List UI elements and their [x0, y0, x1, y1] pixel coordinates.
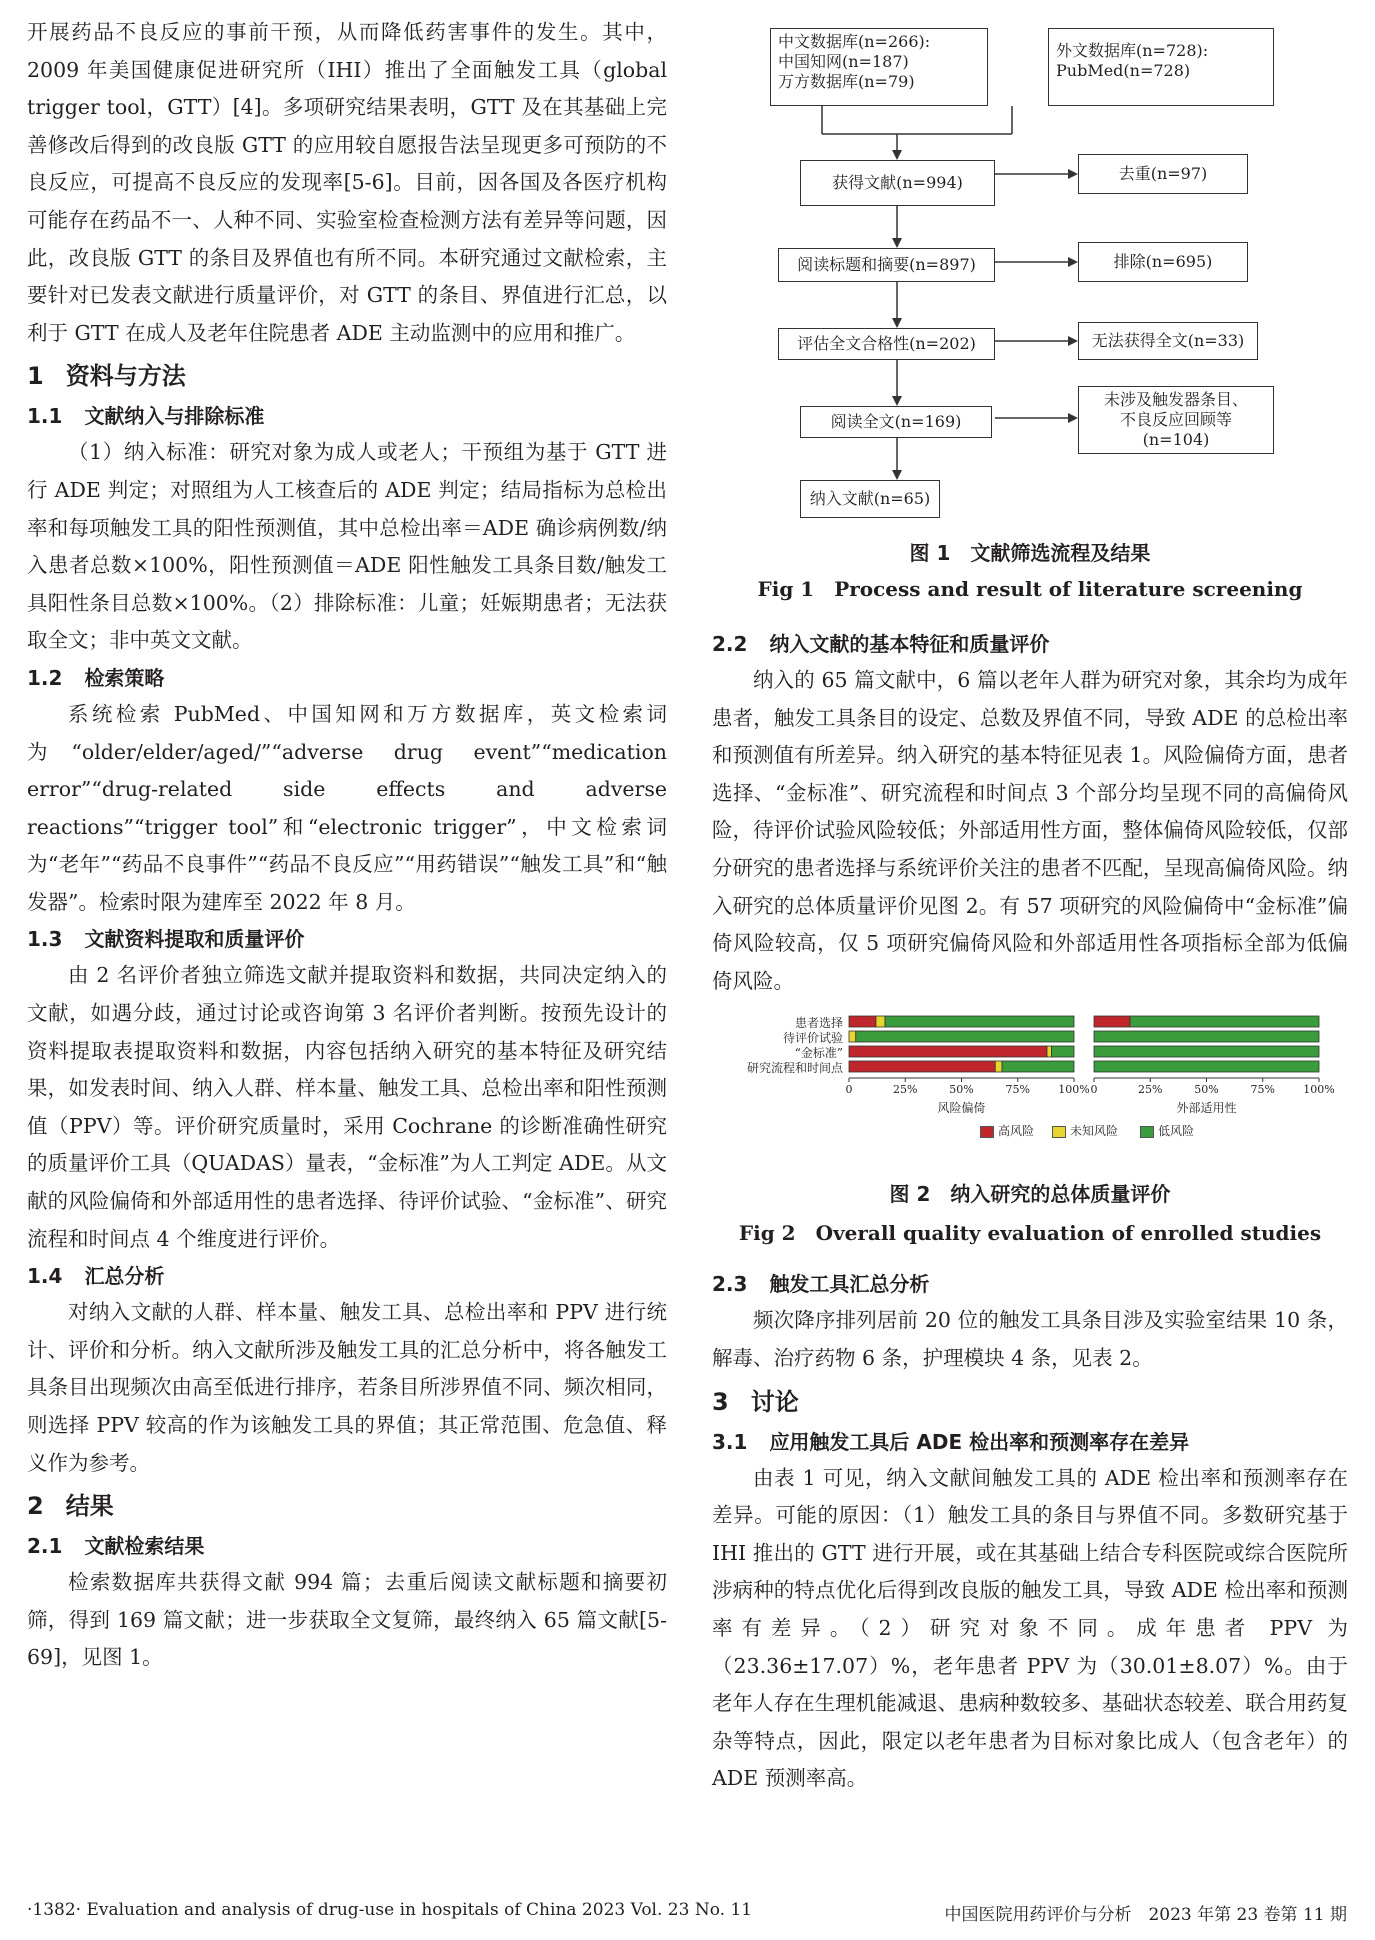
- section-number: 1.4: [27, 1264, 63, 1289]
- paragraph-2-3: 频次降序排列居前 20 位的触发工具条目涉及实验室结果 10 条，解毒、治疗药物 6 条，护理模块 4 条，见表 2。: [712, 1308, 1348, 1370]
- bar-segment: [1094, 1016, 1130, 1027]
- figure-caption-english: Fig 2 Overall quality evaluation of enrolled studies: [738, 1221, 1322, 1246]
- bar-segment: [876, 1016, 885, 1027]
- right-column: [712, 14, 1348, 1798]
- section-title: 文献检索结果: [84, 1534, 205, 1559]
- section-title: 资料与方法: [65, 362, 186, 391]
- legend-swatch: [980, 1126, 994, 1138]
- bar-segment: [1047, 1046, 1052, 1057]
- bar-segment: [1052, 1046, 1075, 1057]
- legend-label: 高风险: [998, 1124, 1035, 1139]
- flowchart-figure: [712, 14, 1348, 524]
- bar-segment: [849, 1061, 995, 1072]
- foreign-database-box: [1048, 28, 1274, 106]
- paragraph-3-1: 由表 1 可见，纳入文献间触发工具的 ADE 检出率和预测率存在差异。可能的原因：（1）触发工具的条目与界值不同。多数研究基于 IHI 推出的 GTT 进行开展，或在其基础上结合专科医院或综合医院所涉病种的特点优化后得到改良版的触发工具，导致 ADE 检出率和预测率有差异。（2）研究对象不同。成年患者 PPV 为（23.36±17.07）%，老年患者 PPV 为（30.01±8.07）%。由于老年人存在生理机能减退、患病种数较多、基础状态较差、联合用药复杂等特点，因此，限定以老年患者为目标对象比成人（包含老年）的 ADE 预测率高。: [712, 1465, 1348, 1791]
- box-line: 外文数据库(n=728):: [1056, 41, 1209, 60]
- included-studies-box: 纳入文献(n=65): [800, 480, 940, 518]
- category-label: 待评价试验: [782, 1031, 843, 1046]
- subsection-heading-2-3: [712, 1266, 1348, 1302]
- box-line: 未涉及触发器条目、: [1103, 390, 1248, 409]
- section-number: 1: [27, 362, 44, 391]
- no-fulltext-box: 无法获得全文(n=33): [1078, 322, 1258, 360]
- section-title: 汇总分析: [84, 1264, 165, 1289]
- legend-item: [980, 1122, 1034, 1139]
- x-tick-label: 100%: [1058, 1083, 1090, 1097]
- legend-label: 低风险: [1158, 1124, 1195, 1139]
- section-number: 2.3: [712, 1272, 748, 1297]
- bar-segment: [885, 1016, 1074, 1027]
- subsection-heading-3-1: [712, 1424, 1348, 1460]
- paragraph-2-1: 检索数据库共获得文献 994 篇；去重后阅读文献标题和摘要初筛，得到 169 篇文献；进一步获取全文复筛，最终纳入 65 篇文献[5-69]，见图 1。: [27, 1570, 667, 1670]
- section-number: 3: [712, 1387, 729, 1416]
- figure-caption-english: Fig 1 Process and result of literature screening: [757, 577, 1303, 601]
- title-abstract-screen-box: 阅读标题和摘要(n=897): [778, 248, 995, 282]
- box-line: 中国知网(n=187): [778, 52, 909, 71]
- bar-segment: [1094, 1061, 1319, 1072]
- box-line: 不良反应回顾等: [1119, 410, 1232, 429]
- box-line: (n=104): [1142, 430, 1210, 449]
- bar-segment: [1130, 1016, 1319, 1027]
- footer-journal-chinese: 中国医院用药评价与分析 2023 年第 23 卷第 11 期: [944, 1905, 1347, 1925]
- paragraph-intro: 开展药品不良反应的事前干预，从而降低药害事件的发生。其中，2009 年美国健康促进研究所（IHI）推出了全面触发工具（global trigger tool，GTT）[4]。多项研究结果表明，GTT 及在其基础上完善修改后得到的改良版 GTT 的应用较自愿报告法呈现更多可预防的不良反应，可提高不良反应的发现率[5-6]。目前，因各国及各医疗机构可能存在药品不一、人种不同、实验室检查检测方法有差异等问题，因此，改良版 GTT 的条目及界值也有所不同。本研究通过文献检索，主要针对已发表文献进行质量评价，对 GTT 的条目、界值进行汇总，以利于 GTT 在成人及老年住院患者 ADE 主动监测中的应用和推广。: [27, 20, 667, 345]
- subsection-heading-2-1: [27, 1528, 667, 1564]
- bar-segment: [849, 1031, 856, 1042]
- x-axis-title: 风险偏倚: [937, 1101, 986, 1116]
- bar-segment: [995, 1061, 1002, 1072]
- section-title: 触发工具汇总分析: [769, 1272, 930, 1297]
- section-title: 检索策略: [84, 665, 165, 690]
- x-tick-label: 0: [845, 1083, 853, 1097]
- duplicates-removed-box: 去重(n=97): [1078, 154, 1248, 194]
- x-tick-label: 75%: [1005, 1083, 1030, 1097]
- figure-caption-chinese: 图 2 纳入研究的总体质量评价: [889, 1182, 1171, 1207]
- section-number: 2.2: [712, 632, 748, 656]
- fulltext-read-box: 阅读全文(n=169): [800, 406, 992, 438]
- section-title: 应用触发工具后 ADE 检出率和预测率存在差异: [769, 1429, 1190, 1454]
- quality-assessment-chart: [712, 1014, 1348, 1164]
- subsection-heading-1-1: [27, 398, 667, 434]
- section-number: 1.2: [27, 665, 63, 690]
- paragraph-1-4: 对纳入文献的人群、样本量、触发工具、总检出率和 PPV 进行统计、评价和分析。纳入文献所涉及触发工具的汇总分析中，将各触发工具条目出现频次由高至低进行排序，若条目所涉界值不同、频次相同，则选择 PPV 较高的作为该触发工具的界值；其正常范围、危急值、释义作为参考。: [27, 1300, 667, 1475]
- paragraph-1-1: （1）纳入标准：研究对象为成人或老人；干预组为基于 GTT 进行 ADE 判定；对照组为人工核查后的 ADE 判定；结局指标为总检出率和每项触发工具的阳性预测值，其中总检出率＝ADE 确诊病例数/纳入患者总数×100%，阳性预测值＝ADE 阳性触发工具条目数/触发工具阳性条目总数×100%。（2）排除标准：儿童；妊娠期患者；无法获取全文；非中英文文献。: [27, 440, 667, 653]
- section-title: 纳入文献的基本特征和质量评价: [769, 632, 1050, 656]
- section-number: 2: [27, 1492, 44, 1521]
- figure-2-caption: [712, 1174, 1348, 1252]
- bar-segment: [1094, 1031, 1319, 1042]
- x-tick-label: 100%: [1303, 1083, 1335, 1097]
- bar-segment: [849, 1016, 876, 1027]
- bar-segment: [849, 1046, 1047, 1057]
- subsection-heading-1-4: [27, 1258, 667, 1294]
- category-label: 研究流程和时间点: [746, 1061, 843, 1076]
- paragraph-1-3: 由 2 名评价者独立筛选文献并提取资料和数据，共同决定纳入的文献，如遇分歧，通过讨论或咨询第 3 名评价者判断。按预先设计的资料提取表提取资料和数据，内容包括纳入研究的基本特征及研究结果，如发表时间、纳入人群、样本量、触发工具、总检出率和阳性预测值（PPV）等。评价研究质量时，采用 Cochrane 的诊断准确性研究的质量评价工具（QUADAS）量表，“金标准”为人工判定 ADE。从文献的风险偏倚和外部适用性的患者选择、待评价试验、“金标准”、研究流程和时间点 4 个维度进行评价。: [27, 963, 667, 1251]
- section-heading-2: [27, 1486, 667, 1526]
- x-axis-title: 外部适用性: [1176, 1101, 1237, 1116]
- bar-segment: [856, 1031, 1074, 1042]
- section-title: 文献纳入与排除标准: [84, 404, 265, 429]
- section-heading-3: [712, 1382, 1348, 1422]
- x-tick-label: 75%: [1250, 1083, 1275, 1097]
- obtained-records-box: 获得文献(n=994): [800, 160, 995, 206]
- bar-segment: [1094, 1046, 1319, 1057]
- section-number: 3.1: [712, 1429, 748, 1454]
- box-line: 中文数据库(n=266):: [778, 32, 931, 51]
- section-title: 文献资料提取和质量评价: [84, 927, 305, 952]
- not-related-excluded-box: [1078, 386, 1274, 454]
- section-title: 结果: [65, 1492, 114, 1521]
- category-label: “金标准”: [794, 1046, 843, 1061]
- legend-item: [1140, 1122, 1194, 1139]
- section-number: 2.1: [27, 1534, 63, 1559]
- x-tick-label: 50%: [1194, 1083, 1219, 1097]
- figure-1-caption: [712, 536, 1348, 608]
- subsection-heading-2-2: [712, 626, 1348, 662]
- figure-caption-chinese: 图 1 文献筛选流程及结果: [909, 541, 1151, 565]
- x-tick-label: 25%: [893, 1083, 918, 1097]
- legend-swatch: [1052, 1126, 1066, 1138]
- section-number: 1.1: [27, 404, 63, 429]
- paragraph-2-2: 纳入的 65 篇文献中，6 篇以老年人群为研究对象，其余均为成年患者，触发工具条目的设定、总数及界值不同，导致 ADE 的总检出率和预测值有所差异。纳入研究的基本特征见表 1。风险偏倚方面，患者选择、“金标准”、研究流程和时间点 3 个部分均呈现不同的高偏倚风险，待评价试验风险较低；外部适用性方面，整体偏倚风险较低，仅部分研究的患者选择与系统评价关注的患者不匹配，呈现高偏倚风险。纳入研究的总体质量评价见图 2。有 57 项研究的风险偏倚中“金标准”偏倚风险较高，仅 5 项研究偏倚风险和外部适用性各项指标全部为低偏倚风险。: [712, 668, 1348, 993]
- x-tick-label: 0: [1090, 1083, 1098, 1097]
- box-line: PubMed(n=728): [1056, 61, 1191, 80]
- bar-segment: [1002, 1061, 1074, 1072]
- box-line: 万方数据库(n=79): [778, 72, 915, 91]
- paragraph-1-2: 系统检索 PubMed、中国知网和万方数据库，英文检索词为“older/elder/aged/”“adverse drug event”“medication error”“drug-related side effects and adverse reactions”“trigger tool”和“electronic trigger”，中文检索词为“老年”“药品不良事件”“药品不良反应”“用药错误”“触发工具”和“触发器”。检索时限为建库至 2022 年 8 月。: [27, 701, 667, 914]
- category-label: 患者选择: [794, 1016, 843, 1031]
- subsection-heading-1-2: [27, 660, 667, 696]
- x-tick-label: 25%: [1138, 1083, 1163, 1097]
- left-column: [27, 14, 667, 1677]
- section-title: 讨论: [750, 1387, 799, 1416]
- section-number: 1.3: [27, 927, 63, 952]
- subsection-heading-1-3: [27, 921, 667, 957]
- x-tick-label: 50%: [949, 1083, 974, 1097]
- legend-label: 未知风险: [1070, 1124, 1119, 1139]
- legend-swatch: [1140, 1126, 1154, 1138]
- eligibility-assessment-box: 评估全文合格性(n=202): [778, 328, 995, 360]
- legend-item: [1052, 1122, 1118, 1139]
- excluded-box: 排除(n=695): [1078, 242, 1248, 282]
- chinese-database-box: [770, 28, 988, 106]
- footer-journal-english: ·1382· Evaluation and analysis of drug-use in hospitals of China 2023 Vol. 23 No. 11: [27, 1900, 753, 1920]
- section-heading-1: [27, 356, 667, 396]
